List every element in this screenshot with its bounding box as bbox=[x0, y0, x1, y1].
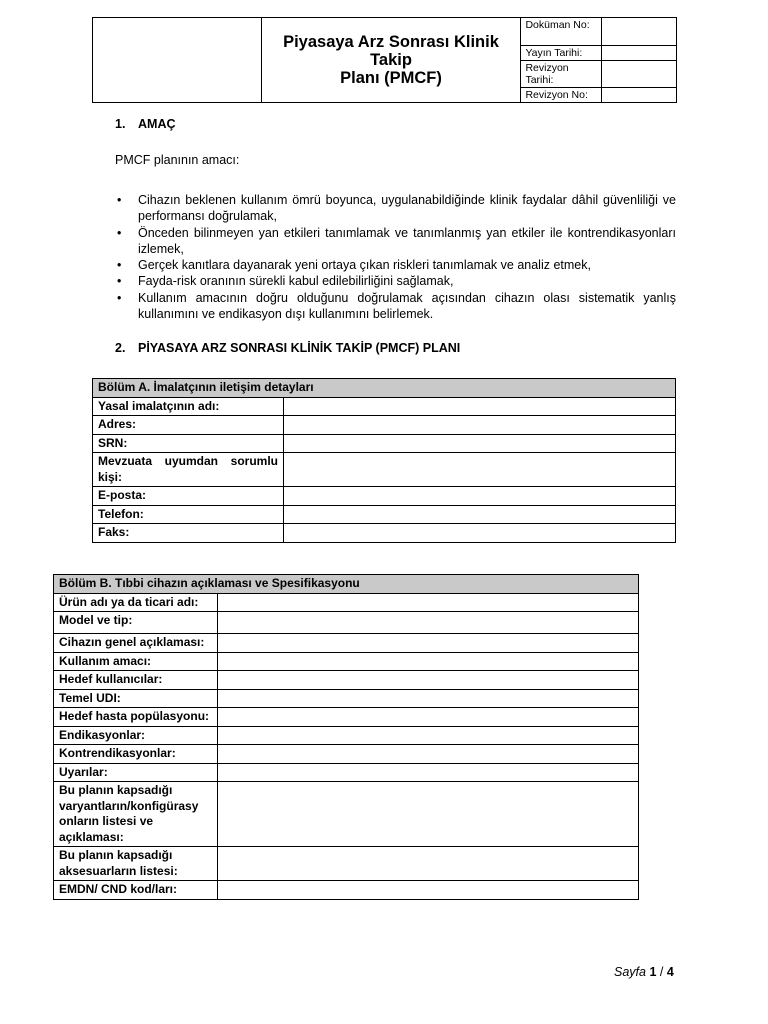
table-row bbox=[93, 434, 676, 453]
table-row bbox=[54, 847, 639, 881]
table-row bbox=[54, 763, 639, 782]
row-label: Endikasyonlar: bbox=[54, 726, 218, 745]
bullet-icon: • bbox=[117, 258, 122, 273]
revision-date-value bbox=[601, 61, 676, 88]
list-item-text: Cihazın beklenen kullanım ömrü boyunca, uygulanabildiğinde klinik faydalar dâhil güvenliliği ve performansı doğrulamak, bbox=[138, 193, 676, 224]
row-label: Temel UDI: bbox=[54, 689, 218, 708]
row-label: Model ve tip: bbox=[54, 612, 218, 634]
row-label: Ürün adı ya da ticari adı: bbox=[54, 593, 218, 612]
table-row bbox=[54, 689, 639, 708]
row-label: SRN: bbox=[93, 434, 284, 453]
intro-text: PMCF planının amacı: bbox=[115, 153, 240, 167]
list-item-text: Kullanım amacının doğru olduğunu doğrulamak açısından cihazın olası sistematik yanlış kullanımını ve endikasyon dışı kullanımını belirlemek. bbox=[138, 290, 676, 322]
row-value-cell[interactable] bbox=[218, 652, 639, 671]
table-row bbox=[54, 652, 639, 671]
row-value-cell[interactable] bbox=[218, 708, 639, 727]
list-item bbox=[115, 192, 676, 225]
list-item-text: Fayda-risk oranının sürekli kabul edilebilirliğini sağlamak, bbox=[138, 274, 454, 289]
table-row bbox=[54, 671, 639, 690]
row-value-cell[interactable] bbox=[218, 726, 639, 745]
list-item-text: Önceden bilinmeyen yan etkileri tanımlamak ve tanımlanmış yan etkiler ile kontrendikasyonları izlemek, bbox=[138, 225, 676, 256]
logo-area bbox=[93, 18, 262, 103]
row-label: Kullanım amacı: bbox=[54, 652, 218, 671]
row-value-cell[interactable] bbox=[218, 881, 639, 900]
bullet-icon: • bbox=[117, 274, 122, 289]
title-line-3: Planı (PMCF) bbox=[340, 69, 442, 87]
row-label: Cihazın genel açıklaması: bbox=[54, 634, 218, 653]
table-a-title: Bölüm A. İmalatçının iletişim detayları bbox=[93, 379, 676, 398]
row-value-cell[interactable] bbox=[284, 505, 676, 524]
row-label: Uyarılar: bbox=[54, 763, 218, 782]
table-b-title: Bölüm B. Tıbbi cihazın açıklaması ve Spesifikasyonu bbox=[54, 575, 639, 594]
row-label: Mevzuata uyumdan sorumlu kişi: bbox=[93, 453, 284, 487]
purpose-list bbox=[115, 192, 676, 322]
row-label: Hedef kullanıcılar: bbox=[54, 671, 218, 690]
row-label: Yasal imalatçının adı: bbox=[93, 397, 284, 416]
bullet-icon: • bbox=[117, 290, 122, 305]
bullet-icon: • bbox=[117, 225, 122, 240]
manufacturer-contact-table bbox=[92, 378, 676, 543]
row-label: Bu planın kapsadığı aksesuarların listesi: bbox=[54, 847, 218, 881]
row-label: EMDN/ CND kod/ları: bbox=[54, 881, 218, 900]
publish-date-label: Yayın Tarihi: bbox=[521, 46, 601, 61]
section-1-number: 1. bbox=[115, 117, 126, 131]
row-label: Telefon: bbox=[93, 505, 284, 524]
document-header bbox=[92, 17, 677, 103]
table-row bbox=[54, 726, 639, 745]
row-label: Faks: bbox=[93, 524, 284, 543]
list-item bbox=[115, 290, 676, 323]
publish-date-value bbox=[601, 46, 676, 61]
title-line-2: Takip bbox=[370, 51, 412, 69]
table-row bbox=[54, 782, 639, 847]
row-label: E-posta: bbox=[93, 487, 284, 506]
row-value-cell[interactable] bbox=[284, 524, 676, 543]
table-row bbox=[54, 881, 639, 900]
table-row bbox=[93, 524, 676, 543]
row-value-cell[interactable] bbox=[284, 416, 676, 435]
table-row bbox=[93, 397, 676, 416]
list-item bbox=[115, 273, 676, 289]
row-value-cell[interactable] bbox=[218, 671, 639, 690]
row-value-cell[interactable] bbox=[284, 434, 676, 453]
row-value-cell[interactable] bbox=[218, 689, 639, 708]
revision-date-label: Revizyon Tarihi: bbox=[521, 61, 601, 88]
table-row bbox=[93, 453, 676, 487]
row-value-cell[interactable] bbox=[284, 453, 676, 487]
section-2-number: 2. bbox=[115, 341, 126, 355]
row-label: Adres: bbox=[93, 416, 284, 435]
document-title bbox=[261, 18, 521, 103]
row-value-cell[interactable] bbox=[218, 593, 639, 612]
page-separator: / bbox=[659, 965, 664, 979]
device-description-table bbox=[53, 574, 639, 900]
table-row bbox=[54, 745, 639, 764]
table-row bbox=[54, 708, 639, 727]
page-total: 4 bbox=[666, 965, 674, 979]
page-footer bbox=[614, 965, 674, 979]
revision-no-label: Revizyon No: bbox=[521, 88, 601, 103]
page-number: 1 bbox=[649, 965, 657, 979]
section-2-title: PİYASAYA ARZ SONRASI KLİNİK TAKİP (PMCF) PLANI bbox=[138, 341, 461, 355]
table-row bbox=[54, 634, 639, 653]
row-value-cell[interactable] bbox=[284, 487, 676, 506]
row-label: Kontrendikasyonlar: bbox=[54, 745, 218, 764]
row-value-cell[interactable] bbox=[218, 782, 639, 847]
row-value-cell[interactable] bbox=[218, 634, 639, 653]
row-value-cell[interactable] bbox=[284, 397, 676, 416]
page-label: Sayfa bbox=[614, 965, 646, 979]
table-row bbox=[93, 505, 676, 524]
bullet-icon: • bbox=[117, 193, 122, 207]
table-row bbox=[54, 612, 639, 634]
section-2-heading bbox=[115, 341, 460, 355]
document-no-label: Doküman No: bbox=[521, 18, 601, 46]
row-label: Bu planın kapsadığı varyantların/konfigürasy onların listesi ve açıklaması: bbox=[54, 782, 218, 847]
title-line-1: Piyasaya Arz Sonrası Klinik bbox=[283, 33, 499, 51]
row-label: Hedef hasta popülasyonu: bbox=[54, 708, 218, 727]
revision-no-value bbox=[601, 88, 676, 103]
document-no-value bbox=[601, 18, 676, 46]
list-item bbox=[115, 257, 676, 273]
table-row bbox=[93, 416, 676, 435]
row-value-cell[interactable] bbox=[218, 847, 639, 881]
table-row bbox=[54, 593, 639, 612]
row-value-cell[interactable] bbox=[218, 763, 639, 782]
list-item-text: Gerçek kanıtlara dayanarak yeni ortaya çıkan riskleri tanımlamak ve analiz etmek, bbox=[138, 258, 591, 273]
section-1-heading bbox=[115, 117, 176, 131]
table-row bbox=[93, 487, 676, 506]
row-value-cell[interactable] bbox=[218, 612, 639, 634]
row-value-cell[interactable] bbox=[218, 745, 639, 764]
list-item bbox=[115, 225, 676, 258]
section-1-title: AMAÇ bbox=[138, 117, 176, 131]
